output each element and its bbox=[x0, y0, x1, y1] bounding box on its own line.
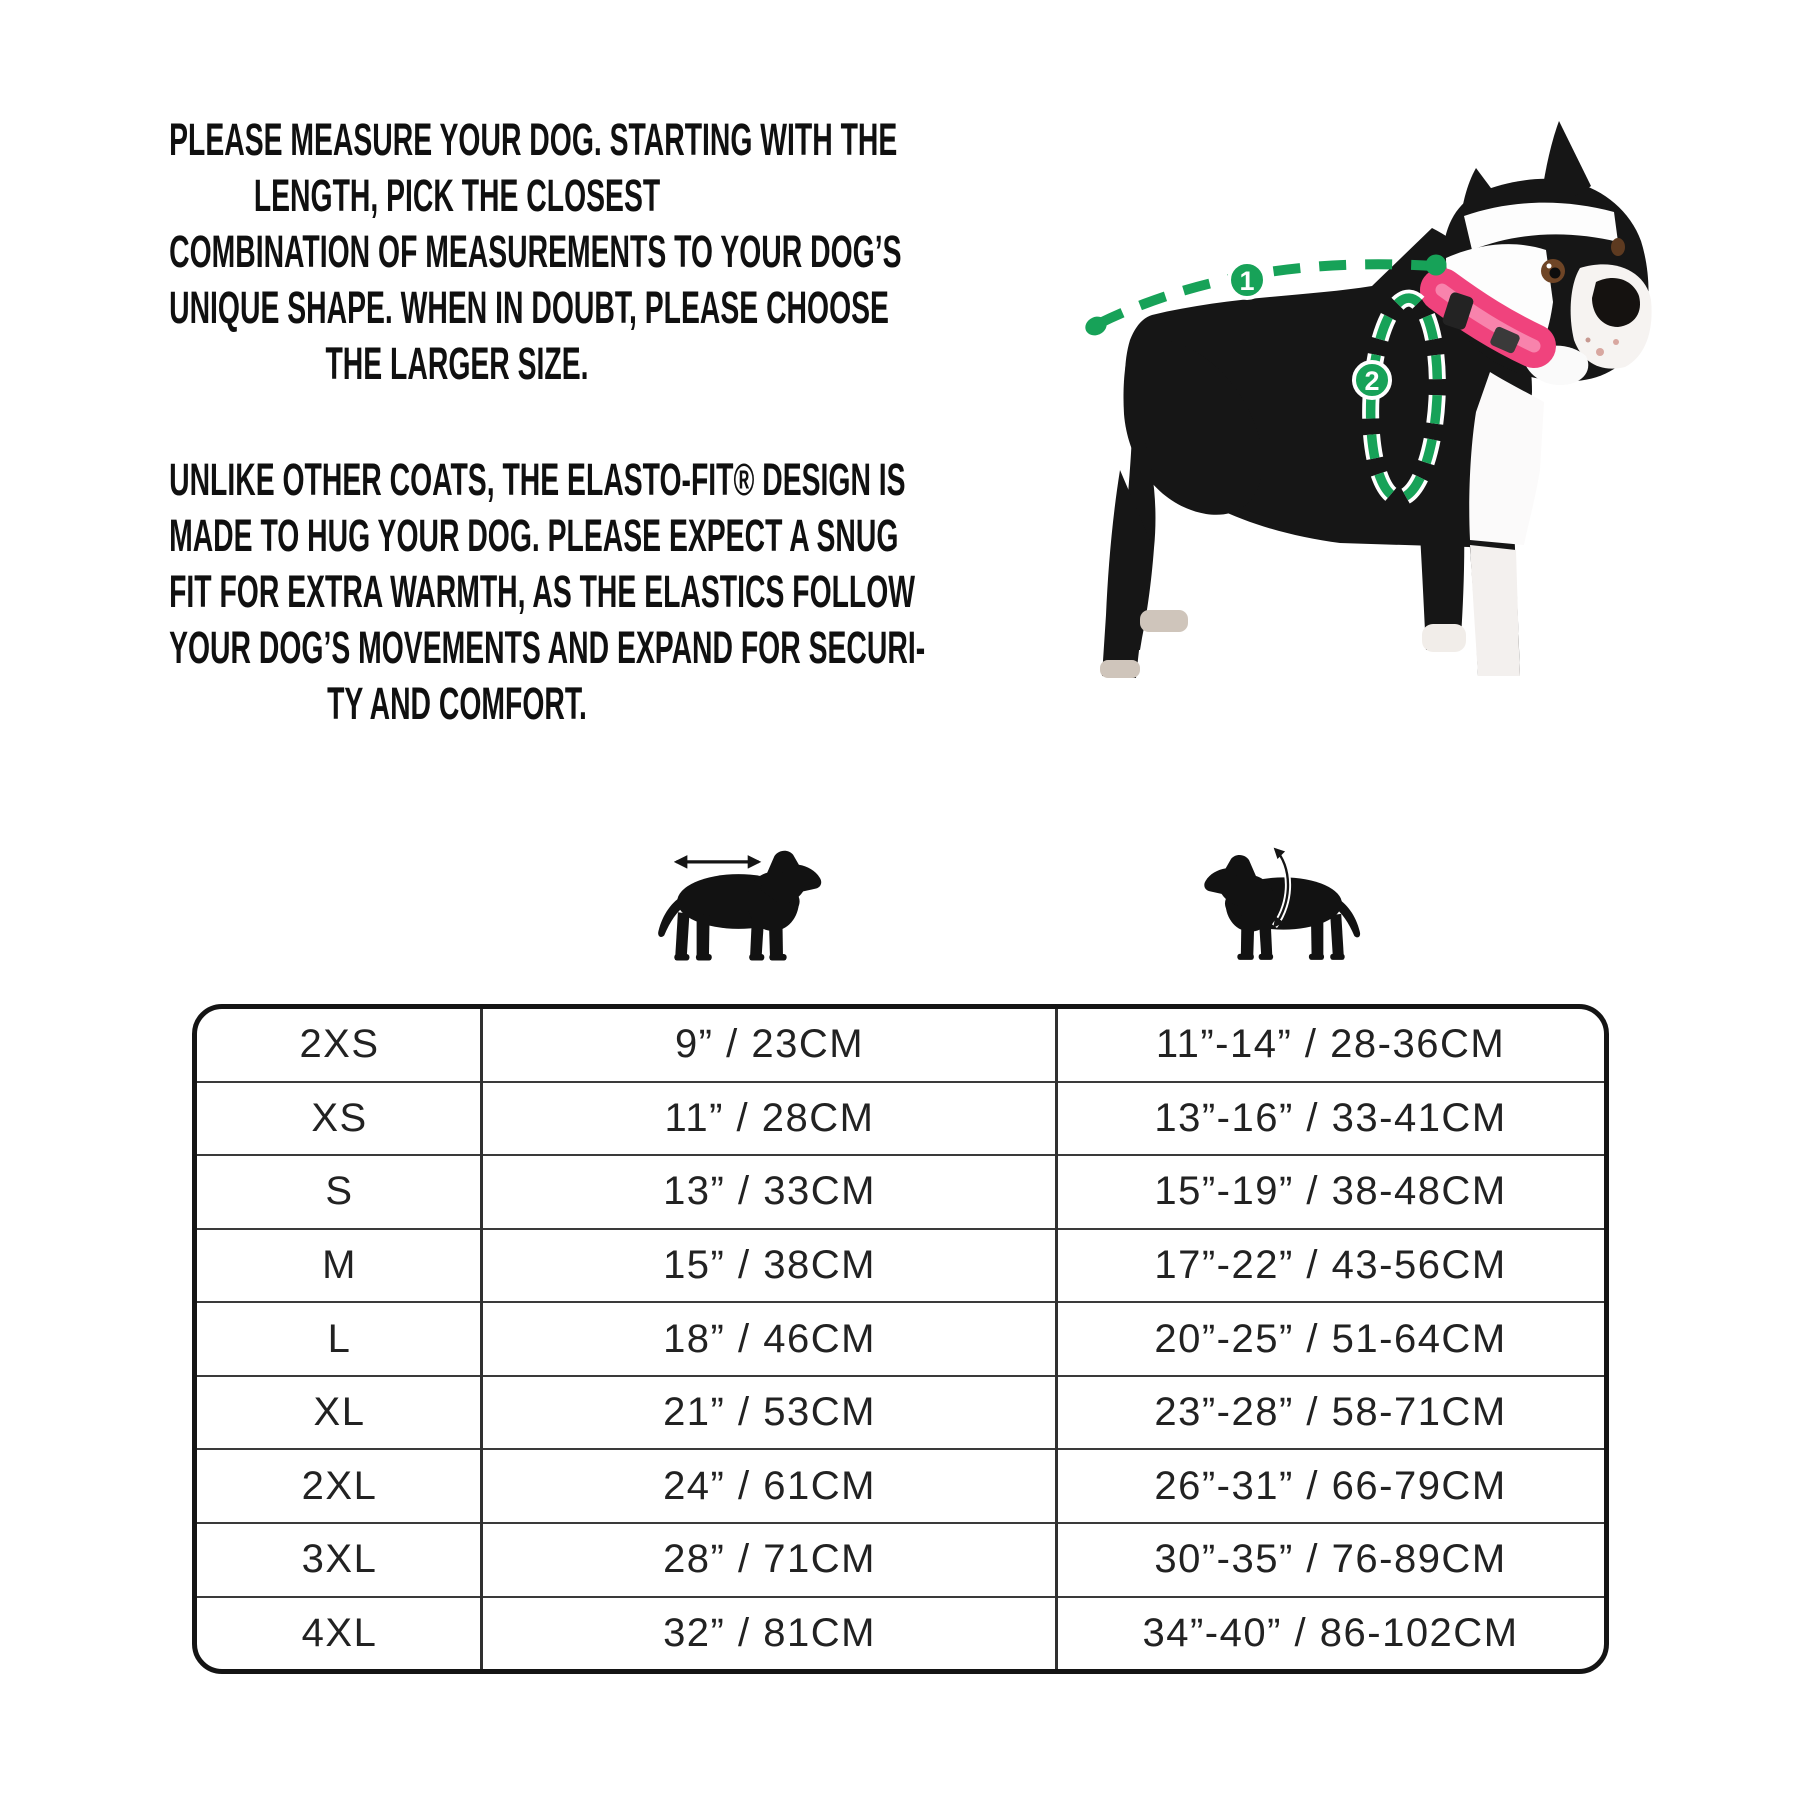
badge-2-number: 2 bbox=[1364, 366, 1380, 396]
length-cell: 24” / 61CM bbox=[663, 1463, 876, 1508]
length-cell: 11” / 28CM bbox=[664, 1095, 875, 1140]
size-cell: XS bbox=[311, 1095, 368, 1140]
girth-cell: 30”-35” / 76-89CM bbox=[1154, 1537, 1507, 1582]
length-cell: 15” / 38CM bbox=[663, 1242, 876, 1287]
line-end-dot bbox=[1426, 255, 1447, 276]
instruction-text-line: LENGTH, PICK THE CLOSEST bbox=[253, 170, 661, 221]
instruction-text-line: TY AND COMFORT. bbox=[327, 678, 587, 729]
instruction-text-line: THE LARGER SIZE. bbox=[325, 338, 589, 389]
girth-cell: 13”-16” / 33-41CM bbox=[1154, 1095, 1507, 1140]
girth-cell: 26”-31” / 66-79CM bbox=[1154, 1463, 1507, 1508]
girth-cell: 17”-22” / 43-56CM bbox=[1154, 1242, 1507, 1287]
size-cell: 3XL bbox=[301, 1537, 378, 1582]
size-cell: XL bbox=[313, 1390, 366, 1435]
size-row bbox=[197, 1301, 1604, 1375]
size-row bbox=[197, 1522, 1604, 1596]
length-cell: 13” / 33CM bbox=[663, 1169, 876, 1214]
size-cell: 4XL bbox=[301, 1610, 378, 1655]
size-cell: 2XS bbox=[299, 1022, 380, 1067]
size-cell: 2XL bbox=[301, 1463, 378, 1508]
length-cell: 21” / 53CM bbox=[663, 1390, 876, 1435]
size-chart-table bbox=[192, 1004, 1609, 1674]
measuring-instructions-paragraph bbox=[169, 112, 902, 392]
column-divider bbox=[480, 1009, 483, 1669]
length-cell: 9” / 23CM bbox=[674, 1022, 865, 1067]
elasto-fit-note-paragraph bbox=[169, 452, 926, 732]
size-row bbox=[197, 1596, 1604, 1670]
size-row bbox=[197, 1228, 1604, 1302]
dog-measurement-photo bbox=[1040, 100, 1680, 680]
length-cell: 32” / 81CM bbox=[663, 1610, 876, 1655]
size-row bbox=[197, 1154, 1604, 1228]
instruction-text-line: PLEASE MEASURE YOUR DOG. STARTING WITH THE bbox=[169, 114, 898, 165]
dog-silhouette bbox=[658, 851, 821, 961]
size-row bbox=[197, 1009, 1604, 1081]
instruction-text-line: UNLIKE OTHER COATS, THE ELASTO-FIT® DESIGN IS bbox=[169, 454, 906, 505]
girth-cell: 20”-25” / 51-64CM bbox=[1154, 1316, 1507, 1361]
size-row bbox=[197, 1448, 1604, 1522]
girth-cell: 34”-40” / 86-102CM bbox=[1142, 1610, 1519, 1655]
length-cell: 18” / 46CM bbox=[663, 1316, 876, 1361]
dog-length-icon bbox=[652, 833, 832, 970]
size-cell: M bbox=[322, 1242, 357, 1287]
girth-cell: 23”-28” / 58-71CM bbox=[1154, 1390, 1507, 1435]
badge-1-number: 1 bbox=[1239, 266, 1255, 296]
instruction-text-line: YOUR DOG’S MOVEMENTS AND EXPAND FOR SECURI- bbox=[169, 622, 926, 673]
instruction-text-line: FIT FOR EXTRA WARMTH, AS THE ELASTICS FOLLOW bbox=[169, 566, 916, 617]
column-divider bbox=[1055, 1009, 1058, 1669]
girth-cell: 11”-14” / 28-36CM bbox=[1155, 1022, 1506, 1067]
dog-girth-icon bbox=[1194, 838, 1366, 969]
size-cell: L bbox=[327, 1316, 352, 1361]
size-row bbox=[197, 1375, 1604, 1449]
length-cell: 28” / 71CM bbox=[663, 1537, 876, 1582]
instruction-text-line: UNIQUE SHAPE. WHEN IN DOUBT, PLEASE CHOOSE bbox=[169, 282, 889, 333]
size-row bbox=[197, 1081, 1604, 1155]
size-rows bbox=[197, 1009, 1604, 1669]
instruction-text-line: COMBINATION OF MEASUREMENTS TO YOUR DOG’S bbox=[169, 226, 902, 277]
girth-cell: 15”-19” / 38-48CM bbox=[1154, 1169, 1507, 1214]
instruction-text-line: MADE TO HUG YOUR DOG. PLEASE EXPECT A SNUG bbox=[169, 510, 899, 561]
far-eye bbox=[1611, 238, 1625, 256]
size-cell: S bbox=[325, 1169, 354, 1214]
